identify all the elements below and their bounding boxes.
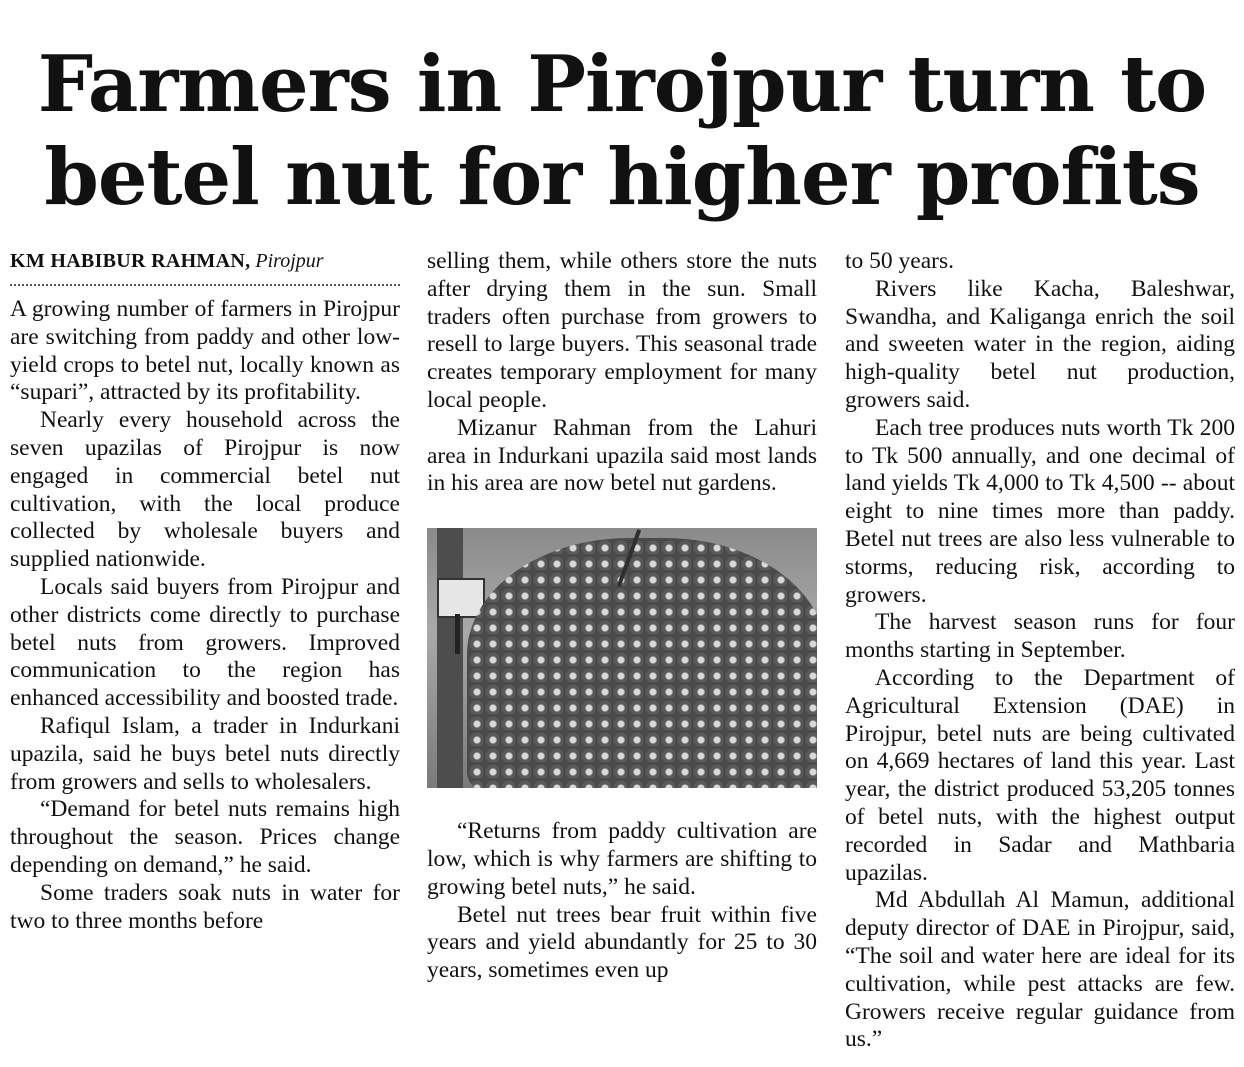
paragraph: The harvest season runs for four months starting in September. [845,609,1235,664]
article-column-3 [845,248,1235,1054]
article-column-1 [10,248,400,935]
headline-line-2: betel nut for higher profits [44,132,1200,223]
paragraph: “Demand for betel nuts remains high throughout the season. Prices change depending on demand,” he said. [10,796,400,878]
paragraph: Locals said buyers from Pirojpur and other districts come directly to purchase betel nuts from growers. Improved communication to the region has enhanced accessibility and boosted trade. [10,573,400,712]
paragraph: Mizanur Rahman from the Lahuri area in Indurkani upazila said most lands in his area are now betel nut gardens. [427,414,817,497]
article-column-2 [427,248,817,985]
paragraph: selling them, while others store the nuts after drying them in the sun. Small traders often purchase from growers to resell to large buyers. This seasonal trade creates temporary employment for many local people. [427,248,817,413]
paragraph: Rivers like Kacha, Baleshwar, Swandha, and Kaliganga enrich the soil and sweeten water in the region, aiding high-quality betel nut production, growers said. [845,275,1235,413]
paragraph: According to the Department of Agricultural Extension (DAE) in Pirojpur, betel nuts are being cultivated on 4,669 hectares of land this year. Last year, the district produced 53,205 tonnes of betel nuts, with the highest output recorded in Sadar and Mathbaria upazilas. [845,664,1235,886]
paragraph: Rafiqul Islam, a trader in Indurkani upazila, said he buys betel nuts directly from growers and sells to wholesalers. [10,712,400,795]
byline [10,248,400,286]
betel-nut-photo [427,528,817,788]
paragraph: Some traders soak nuts in water for two to three months before [10,879,400,934]
headline-line-1: Farmers in Pirojpur turn to [37,39,1207,130]
paragraph: “Returns from paddy cultivation are low, which is why farmers are shifting to growing betel nuts,” he said. [427,818,817,900]
paragraph: Md Abdullah Al Mamun, additional deputy director of DAE in Pirojpur, said, “The soil and water here are ideal for its cultivation, while pest attacks are few. Growers receive regular guidance from us.” [845,887,1235,1053]
headline [0,38,1244,224]
paragraph: Nearly every household across the seven upazilas of Pirojpur is now engaged in commercial betel nut cultivation, with the local produce collected by wholesale buyers and supplied nationwide. [10,407,400,573]
paragraph: Betel nut trees bear fruit within five years and yield abundantly for 25 to 30 years, sometimes even up [427,901,817,984]
paragraph: A growing number of farmers in Pirojpur are switching from paddy and other low-yield crops to betel nut, locally known as “supari”, attracted by its profitability. [10,296,400,406]
byline-location: Pirojpur [255,250,324,272]
paragraph: Each tree produces nuts worth Tk 200 to Tk 500 annually, and one decimal of land yields Tk 4,000 to Tk 4,500 -- about eight to nine times more than paddy. Betel nut trees are also less vulnerable to storms, reducing risk, according to growers. [845,414,1235,608]
byline-author: KM HABIBUR RAHMAN, [10,250,251,272]
paragraph: to 50 years. [845,248,954,274]
